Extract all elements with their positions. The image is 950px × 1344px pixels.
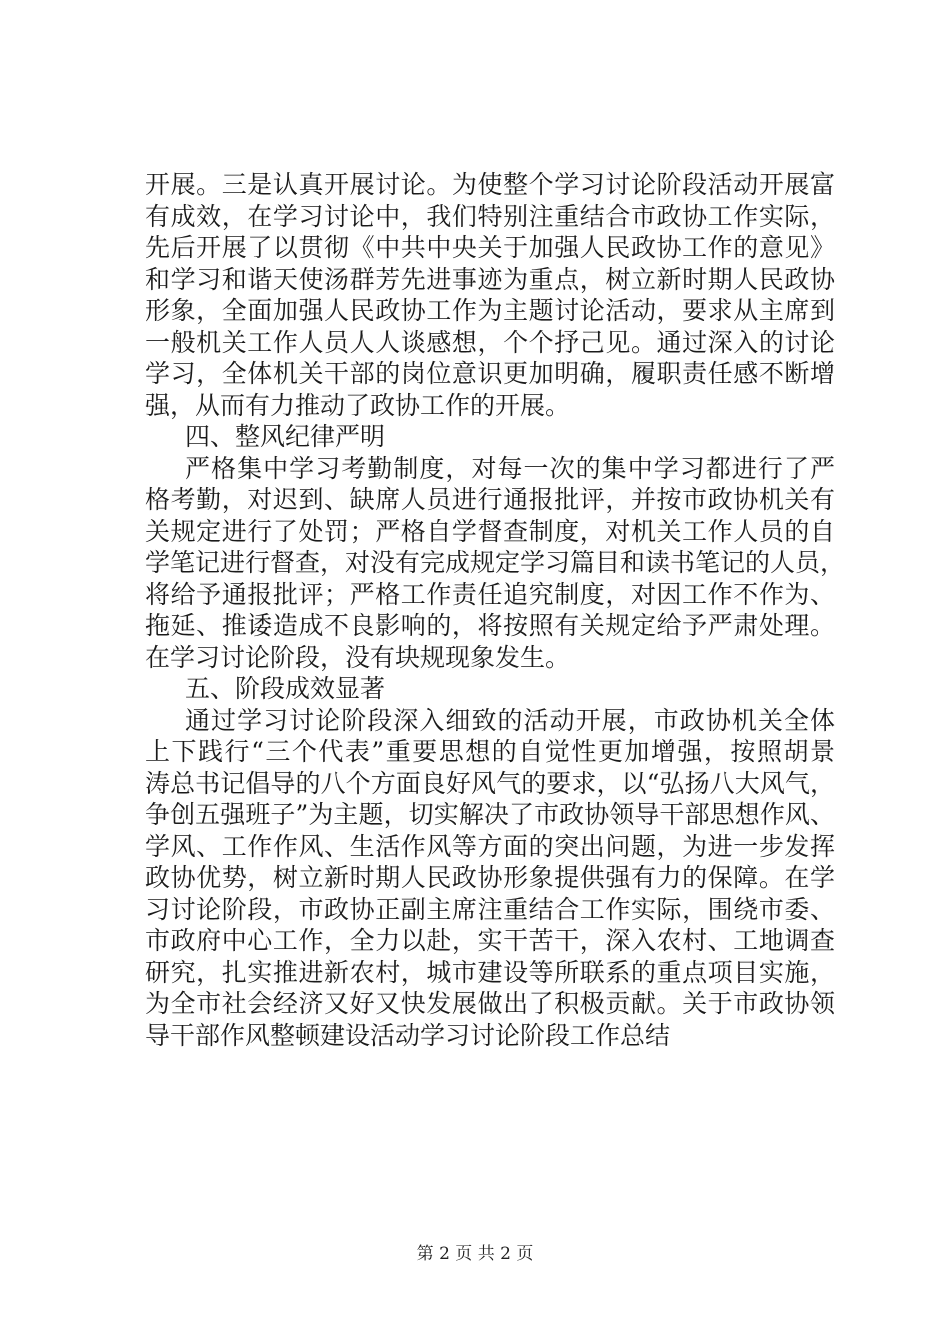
text-line: 关规定进行了处罚；严格自学督查制度，对机关工作人员的自 xyxy=(145,516,835,546)
document-body xyxy=(145,169,846,1051)
text-line: 和学习和谐天使汤群芳先进事迹为重点，树立新时期人民政协 xyxy=(145,264,835,294)
text-line: 争创五强班子”为主题，切实解决了市政协领导干部思想作风、 xyxy=(145,800,835,829)
text-line: 先后开展了以贯彻《中共中央关于加强人民政协工作的意见》 xyxy=(145,233,835,262)
page-number: 第 2 页 共 2 页 xyxy=(416,1244,534,1264)
text-line: 将给予通报批评；严格工作责任追究制度，对因工作不作为、 xyxy=(145,579,835,609)
section-heading-discipline: 四、整风纪律严明 xyxy=(185,422,386,451)
text-line: 为全市社会经济又好又快发展做出了积极贡献。关于市政协领 xyxy=(145,989,835,1018)
text-line: 有成效，在学习讨论中，我们特别注重结合市政协工作实际， xyxy=(145,201,835,231)
paragraph-discussion xyxy=(145,169,835,421)
text-line: 习讨论阶段，市政协正副主席注重结合工作实际，围绕市委、 xyxy=(145,894,835,924)
paragraph-discipline xyxy=(145,453,846,674)
text-line: 研究，扎实推进新农村，城市建设等所联系的重点项目实施， xyxy=(145,957,835,987)
text-line: 拖延、推诿造成不良影响的，将按照有关规定给予严肃处理。 xyxy=(145,611,835,640)
text-line: 涛总书记倡导的八个方面良好风气的要求，以“弘扬八大风气， xyxy=(145,768,835,798)
text-line: 市政府中心工作，全力以赴，实干苦干，深入农村、工地调查 xyxy=(145,926,835,955)
text-line: 学笔记进行督查，对没有完成规定学习篇目和读书笔记的人员， xyxy=(145,548,846,577)
text-line: 在学习讨论阶段，没有块规现象发生。 xyxy=(145,642,571,672)
text-line: 开展。三是认真开展讨论。为使整个学习讨论阶段活动开展富 xyxy=(145,170,835,199)
section-heading-results: 五、阶段成效显著 xyxy=(185,674,386,703)
text-line: 导干部作风整顿建设活动学习讨论阶段工作总结 xyxy=(145,1020,671,1050)
text-line: 形象，全面加强人民政协工作为主题讨论活动，要求从主席到 xyxy=(145,296,835,325)
text-line: 一般机关工作人员人人谈感想，个个抒己见。通过深入的讨论 xyxy=(145,327,835,357)
text-line: 严格集中学习考勤制度，对每一次的集中学习都进行了严 xyxy=(185,453,835,483)
text-line: 格考勤，对迟到、缺席人员进行通报批评，并按市政协机关有 xyxy=(145,485,835,514)
text-line: 学风、工作作风、生活作风等方面的突出问题，为进一步发挥 xyxy=(145,831,835,861)
text-line: 学习，全体机关干部的岗位意识更加明确，履职责任感不断增 xyxy=(145,359,835,388)
text-line: 强，从而有力推动了政协工作的开展。 xyxy=(145,390,571,420)
text-line: 上下践行“三个代表”重要思想的自觉性更加增强，按照胡景 xyxy=(145,737,835,766)
paragraph-results xyxy=(145,705,835,1052)
text-line: 通过学习讨论阶段深入细致的活动开展，市政协机关全体 xyxy=(185,705,835,735)
text-line: 政协优势，树立新时期人民政协形象提供强有力的保障。在学 xyxy=(145,863,835,892)
